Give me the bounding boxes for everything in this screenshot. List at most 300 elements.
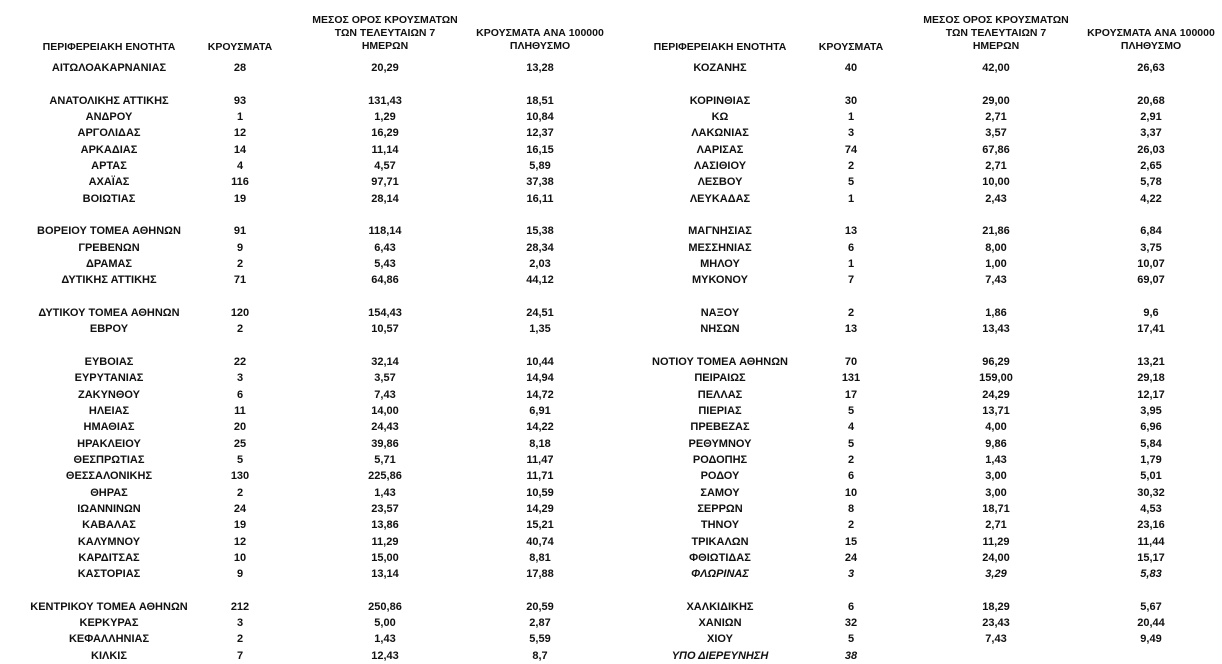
cases-cell: 2 <box>236 257 244 270</box>
rate-cell: 6,84 <box>1140 225 1162 238</box>
cases-cell: 5 <box>236 453 244 466</box>
table-row <box>611 223 1222 239</box>
rate-cell: 12,37 <box>526 127 554 140</box>
rate-cell: 1,79 <box>1140 453 1162 466</box>
cases-cell: 3 <box>236 617 244 630</box>
region-cell: ΠΕΛΛΑΣ <box>697 388 743 401</box>
cases-cell: 24 <box>844 551 858 564</box>
avg-cell: 10,57 <box>371 323 399 336</box>
rate-cell: 44,12 <box>526 274 554 287</box>
avg-cell: 2,71 <box>985 519 1007 532</box>
header-cases <box>190 41 290 54</box>
cases-cell: 13 <box>844 323 858 336</box>
region-cell: ΡΕΘΥΜΝΟΥ <box>688 437 752 450</box>
rate-cell: 2,87 <box>529 617 551 630</box>
region-cell: ΕΒΡΟΥ <box>89 323 129 336</box>
table-row <box>0 354 611 370</box>
header-avg-line3: ΗΜΕΡΩΝ <box>972 40 1020 52</box>
avg-cell: 154,43 <box>368 306 402 319</box>
avg-cell: 4,57 <box>374 159 396 172</box>
header-rate-line1: ΚΡΟΥΣΜΑΤΑ ΑΝΑ 100000 <box>1087 27 1215 39</box>
avg-cell: 11,29 <box>371 535 399 548</box>
cases-cell: 24 <box>233 502 247 515</box>
table-row <box>611 125 1222 141</box>
table-row <box>611 305 1222 321</box>
region-cell: ΑΡΓΟΛΙΔΑΣ <box>77 127 141 140</box>
cases-cell: 6 <box>236 388 244 401</box>
table-row <box>0 93 611 109</box>
cases-cell: 1 <box>236 110 244 123</box>
header-region <box>611 41 829 54</box>
rate-cell: 5,67 <box>1140 600 1162 613</box>
table-row <box>0 599 611 615</box>
header-cases-label: ΚΡΟΥΣΜΑΤΑ <box>818 41 884 53</box>
avg-cell: 9,86 <box>985 437 1007 450</box>
cases-cell: 10 <box>233 551 247 564</box>
table-row <box>0 321 611 337</box>
cases-cell: 11 <box>234 404 246 417</box>
avg-cell: 118,14 <box>368 225 402 238</box>
avg-cell: 1,00 <box>985 257 1007 270</box>
table-row <box>0 191 611 207</box>
table-row <box>611 60 1222 76</box>
region-cell: ΚΙΛΚΙΣ <box>91 649 127 662</box>
rate-cell: 40,74 <box>526 535 554 548</box>
region-cell: ΡΟΔΟΠΗΣ <box>692 453 748 466</box>
table-row <box>611 599 1222 615</box>
avg-cell: 13,86 <box>371 519 399 532</box>
cases-cell: 4 <box>236 159 244 172</box>
cases-cell: 40 <box>844 62 858 74</box>
rate-cell: 29,18 <box>1137 372 1165 385</box>
region-cell: ΘΗΡΑΣ <box>90 486 128 499</box>
cases-cell: 38 <box>844 649 858 662</box>
avg-cell: 64,86 <box>371 274 399 287</box>
region-cell: ΦΛΩΡΙΝΑΣ <box>691 568 749 581</box>
cases-cell: 17 <box>844 388 858 401</box>
cases-cell: 2 <box>236 486 244 499</box>
region-cell: ΔΥΤΙΚΟΥ ΤΟΜΕΑ ΑΘΗΝΩΝ <box>38 306 180 319</box>
region-cell: ΜΥΚΟΝΟΥ <box>691 274 749 287</box>
avg-cell: 2,71 <box>985 159 1007 172</box>
region-cell: ΚΟΖΑΝΗΣ <box>693 62 747 74</box>
avg-cell: 21,86 <box>982 225 1010 238</box>
cases-cell: 3 <box>847 568 855 581</box>
avg-cell: 15,00 <box>371 551 399 564</box>
avg-cell: 14,00 <box>371 404 399 417</box>
cases-cell: 13 <box>844 225 858 238</box>
region-cell: ΚΑΛΥΜΝΟΥ <box>77 535 141 548</box>
cases-cell: 19 <box>233 192 247 205</box>
header-rate-line1: ΚΡΟΥΣΜΑΤΑ ΑΝΑ 100000 <box>476 27 604 39</box>
cases-cell: 71 <box>233 274 247 287</box>
table-row <box>0 109 611 125</box>
region-cell: ΕΥΒΟΙΑΣ <box>84 355 134 368</box>
table-row <box>0 305 611 321</box>
header-avg-line3: ΗΜΕΡΩΝ <box>361 40 409 52</box>
cases-cell: 212 <box>230 600 250 613</box>
header-region <box>0 41 218 54</box>
region-cell: ΣΑΜΟΥ <box>700 486 740 499</box>
left-rows <box>0 60 611 664</box>
rate-cell: 2,65 <box>1140 159 1162 172</box>
cases-cell: 12 <box>233 535 247 548</box>
avg-cell: 42,00 <box>982 62 1010 74</box>
avg-cell: 8,00 <box>985 241 1007 254</box>
region-cell: ΚΑΡΔΙΤΣΑΣ <box>78 551 140 564</box>
cases-cell: 93 <box>233 94 247 107</box>
rate-cell: 5,84 <box>1140 437 1162 450</box>
region-cell: ΑΡΤΑΣ <box>91 159 127 172</box>
rate-cell: 69,07 <box>1137 274 1165 287</box>
cases-cell: 7 <box>236 649 244 662</box>
avg-cell: 3,00 <box>985 470 1007 483</box>
avg-cell: 96,29 <box>982 355 1010 368</box>
rate-cell: 5,59 <box>529 633 551 646</box>
rate-cell: 14,22 <box>526 421 554 434</box>
rate-cell: 15,17 <box>1137 551 1165 564</box>
table-row <box>611 256 1222 272</box>
rate-cell: 15,21 <box>526 519 554 532</box>
table-row <box>611 240 1222 256</box>
region-cell: ΠΙΕΡΙΑΣ <box>698 404 742 417</box>
region-cell: ΔΡΑΜΑΣ <box>85 257 133 270</box>
header-rate-line2: ΠΛΗΘΥΣΜΟ <box>509 40 571 52</box>
avg-cell: 13,71 <box>982 404 1010 417</box>
avg-cell: 6,43 <box>374 241 396 254</box>
region-cell: ΙΩΑΝΝΙΝΩΝ <box>77 502 141 515</box>
table-row <box>0 534 611 550</box>
avg-cell: 11,29 <box>982 535 1010 548</box>
avg-cell: 2,43 <box>985 192 1007 205</box>
table-row <box>611 272 1222 288</box>
table-row <box>0 648 611 664</box>
cases-cell: 28 <box>233 62 247 74</box>
header-avg-line2: ΤΩΝ ΤΕΛΕΥΤΑΙΩΝ 7 <box>945 27 1047 39</box>
cases-cell: 15 <box>844 535 858 548</box>
rate-cell: 2,91 <box>1140 110 1162 123</box>
table-row <box>0 403 611 419</box>
table-row <box>611 550 1222 566</box>
header-avg-line2: ΤΩΝ ΤΕΛΕΥΤΑΙΩΝ 7 <box>334 27 436 39</box>
table-row <box>611 403 1222 419</box>
table-row <box>0 631 611 647</box>
region-cell: ΑΙΤΩΛΟΑΚΑΡΝΑΝΙΑΣ <box>51 62 167 74</box>
cases-cell: 3 <box>847 127 855 140</box>
cases-cell: 7 <box>847 274 855 287</box>
cases-cell: 74 <box>844 143 858 156</box>
avg-cell: 4,00 <box>985 421 1007 434</box>
avg-cell: 24,29 <box>982 388 1010 401</box>
table-row <box>0 370 611 386</box>
rate-cell: 1,35 <box>529 323 551 336</box>
rate-cell: 3,95 <box>1140 404 1162 417</box>
avg-cell: 23,57 <box>371 502 399 515</box>
header-region-label: ΠΕΡΙΦΕΡΕΙΑΚΗ ΕΝΟΤΗΤΑ <box>653 41 787 53</box>
rate-cell: 37,38 <box>526 176 554 189</box>
table-row <box>0 436 611 452</box>
avg-cell: 5,71 <box>374 453 396 466</box>
avg-cell: 18,29 <box>982 600 1010 613</box>
rate-cell: 15,38 <box>526 225 554 238</box>
cases-cell: 12 <box>233 127 247 140</box>
rate-cell: 14,72 <box>526 388 554 401</box>
cases-cell: 8 <box>847 502 855 515</box>
table-row <box>611 485 1222 501</box>
rate-cell: 10,84 <box>526 110 554 123</box>
cases-cell: 9 <box>236 241 244 254</box>
table-row <box>611 158 1222 174</box>
avg-cell: 3,00 <box>985 486 1007 499</box>
avg-cell: 1,43 <box>374 633 396 646</box>
table-row <box>0 158 611 174</box>
region-cell: ΑΝΑΤΟΛΙΚΗΣ ΑΤΤΙΚΗΣ <box>49 94 169 107</box>
cases-cell: 20 <box>233 421 247 434</box>
rate-cell: 20,59 <box>526 600 554 613</box>
avg-cell: 24,43 <box>371 421 399 434</box>
region-cell: ΒΟΙΩΤΙΑΣ <box>82 192 136 205</box>
rate-cell: 11,71 <box>526 470 554 483</box>
cases-cell: 91 <box>233 225 247 238</box>
region-cell: ΚΕΝΤΡΙΚΟΥ ΤΟΜΕΑ ΑΘΗΝΩΝ <box>30 600 188 613</box>
cases-cell: 5 <box>847 633 855 646</box>
avg-cell: 13,14 <box>371 568 399 581</box>
cases-cell: 5 <box>847 404 855 417</box>
table-row <box>611 142 1222 158</box>
header-avg <box>911 14 1081 53</box>
rate-cell: 16,11 <box>526 192 554 205</box>
table-row <box>611 517 1222 533</box>
avg-cell: 5,00 <box>374 617 396 630</box>
avg-cell: 29,00 <box>982 94 1010 107</box>
right-rows <box>611 60 1222 664</box>
region-cell: ΜΑΓΝΗΣΙΑΣ <box>688 225 752 238</box>
rate-cell: 6,91 <box>529 404 551 417</box>
region-cell: ΤΡΙΚΑΛΩΝ <box>691 535 749 548</box>
avg-cell: 16,29 <box>371 127 399 140</box>
region-cell: ΗΜΑΘΙΑΣ <box>83 421 135 434</box>
avg-cell: 24,00 <box>982 551 1010 564</box>
cases-cell: 30 <box>844 94 858 107</box>
avg-cell: 131,43 <box>368 94 402 107</box>
table-row <box>611 468 1222 484</box>
table-row <box>611 452 1222 468</box>
region-cell: ΘΕΣΠΡΩΤΙΑΣ <box>73 453 145 466</box>
cases-cell: 25 <box>233 437 247 450</box>
avg-cell: 1,86 <box>985 306 1007 319</box>
table-row <box>0 501 611 517</box>
header-avg-line1: ΜΕΣΟΣ ΟΡΟΣ ΚΡΟΥΣΜΑΤΩΝ <box>923 14 1069 26</box>
cases-cell: 22 <box>233 355 247 368</box>
cases-cell: 6 <box>847 600 855 613</box>
rate-cell: 16,15 <box>526 143 554 156</box>
rate-cell: 28,34 <box>526 241 554 254</box>
table-row <box>0 468 611 484</box>
avg-cell: 7,43 <box>985 633 1007 646</box>
rate-cell: 6,96 <box>1140 421 1162 434</box>
avg-cell: 7,43 <box>374 388 396 401</box>
avg-cell: 7,43 <box>985 274 1007 287</box>
region-cell: ΛΑΚΩΝΙΑΣ <box>691 127 749 140</box>
cases-cell: 2 <box>847 159 855 172</box>
avg-cell: 67,86 <box>982 143 1010 156</box>
region-cell: ΔΥΤΙΚΗΣ ΑΤΤΙΚΗΣ <box>61 274 157 287</box>
rate-cell: 20,68 <box>1137 94 1165 107</box>
header-rate <box>460 27 620 53</box>
region-cell: ΖΑΚΥΝΘΟΥ <box>77 388 141 401</box>
region-cell: ΛΕΥΚΑΔΑΣ <box>689 192 751 205</box>
left-table <box>0 0 611 662</box>
rate-cell: 26,63 <box>1137 62 1165 74</box>
header-region-label: ΠΕΡΙΦΕΡΕΙΑΚΗ ΕΝΟΤΗΤΑ <box>42 41 176 53</box>
region-cell: ΧΙΟΥ <box>707 633 733 646</box>
rate-cell: 10,07 <box>1137 257 1165 270</box>
region-cell: ΜΕΣΣΗΝΙΑΣ <box>688 241 752 254</box>
region-cell: ΑΝΔΡΟΥ <box>85 110 133 123</box>
table-row <box>0 174 611 190</box>
avg-cell: 3,57 <box>985 127 1007 140</box>
table-row <box>611 631 1222 647</box>
table-row <box>611 191 1222 207</box>
avg-cell: 1,29 <box>374 110 396 123</box>
table-row <box>0 60 611 76</box>
cases-cell: 116 <box>231 176 249 189</box>
region-cell: ΕΥΡΥΤΑΝΙΑΣ <box>74 372 144 385</box>
rate-cell: 9,6 <box>1143 306 1159 319</box>
header-avg <box>300 14 470 53</box>
rate-cell: 26,03 <box>1137 143 1165 156</box>
avg-cell: 10,00 <box>982 176 1010 189</box>
table-row <box>0 223 611 239</box>
table-row <box>611 566 1222 582</box>
cases-cell: 14 <box>233 143 247 156</box>
region-cell: ΘΕΣΣΑΛΟΝΙΚΗΣ <box>65 470 153 483</box>
rate-cell: 3,37 <box>1140 127 1162 140</box>
region-cell: ΚΟΡΙΝΘΙΑΣ <box>689 94 751 107</box>
region-cell: ΝΗΣΩΝ <box>700 323 740 336</box>
avg-cell: 18,71 <box>982 502 1010 515</box>
table-row <box>611 109 1222 125</box>
rate-cell: 5,89 <box>529 159 551 172</box>
cases-cell: 2 <box>847 519 855 532</box>
rate-cell: 17,88 <box>526 568 554 581</box>
table-row <box>611 534 1222 550</box>
rate-cell: 11,47 <box>526 453 554 466</box>
region-cell: ΝΑΞΟΥ <box>700 306 740 319</box>
rate-cell: 8,18 <box>529 437 551 450</box>
cases-cell: 32 <box>844 617 858 630</box>
avg-cell: 1,43 <box>985 453 1007 466</box>
region-cell: ΧΑΛΚΙΔΙΚΗΣ <box>686 600 754 613</box>
table-row <box>611 370 1222 386</box>
header-cases <box>801 41 901 54</box>
table-row <box>0 615 611 631</box>
header-cases-label: ΚΡΟΥΣΜΑΤΑ <box>207 41 273 53</box>
region-cell: ΚΑΣΤΟΡΙΑΣ <box>77 568 141 581</box>
cases-cell: 5 <box>847 437 855 450</box>
avg-cell: 159,00 <box>979 372 1013 385</box>
rate-cell: 18,51 <box>526 94 554 107</box>
region-cell: ΤΗΝΟΥ <box>700 519 740 532</box>
rate-cell: 23,16 <box>1137 519 1165 532</box>
region-cell: ΚΩ <box>711 110 729 123</box>
right-table <box>611 0 1222 662</box>
avg-cell: 5,43 <box>374 257 396 270</box>
cases-cell: 1 <box>847 110 855 123</box>
avg-cell: 12,43 <box>371 649 399 662</box>
region-cell: ΠΡΕΒΕΖΑΣ <box>690 421 750 434</box>
header-rate <box>1071 27 1222 53</box>
table-row <box>0 566 611 582</box>
rate-cell: 2,03 <box>529 257 551 270</box>
avg-cell: 250,86 <box>368 600 402 613</box>
cases-cell: 10 <box>844 486 858 499</box>
table-row <box>0 256 611 272</box>
cases-cell: 4 <box>847 421 855 434</box>
avg-cell: 3,57 <box>374 372 396 385</box>
region-cell: ΚΕΡΚΥΡΑΣ <box>79 617 139 630</box>
region-cell: ΠΕΙΡΑΙΩΣ <box>694 372 746 385</box>
region-cell: ΑΧΑΪΑΣ <box>88 176 130 189</box>
table-row <box>0 419 611 435</box>
rate-cell: 4,53 <box>1140 502 1162 515</box>
rate-cell: 5,01 <box>1140 470 1162 483</box>
region-cell: ΒΟΡΕΙΟΥ ΤΟΜΕΑ ΑΘΗΝΩΝ <box>37 225 181 238</box>
avg-cell: 20,29 <box>371 62 399 74</box>
region-cell: ΧΑΝΙΩΝ <box>698 617 742 630</box>
avg-cell: 23,43 <box>982 617 1010 630</box>
table-row <box>0 517 611 533</box>
table-row <box>611 387 1222 403</box>
avg-cell: 39,86 <box>371 437 399 450</box>
region-cell: ΗΛΕΙΑΣ <box>88 404 130 417</box>
region-cell: ΦΘΙΩΤΙΔΑΣ <box>689 551 751 564</box>
table-row <box>0 550 611 566</box>
cases-cell: 6 <box>847 241 855 254</box>
region-cell: ΥΠΟ ΔΙΕΡΕΥΝΗΣΗ <box>671 649 769 662</box>
cases-cell: 3 <box>236 372 244 385</box>
rate-cell: 8,7 <box>532 649 548 662</box>
region-cell: ΝΟΤΙΟΥ ΤΟΜΕΑ ΑΘΗΝΩΝ <box>652 355 788 368</box>
table-row <box>611 174 1222 190</box>
table-row <box>0 452 611 468</box>
cases-cell: 1 <box>847 257 855 270</box>
table-row <box>0 125 611 141</box>
region-cell: ΑΡΚΑΔΙΑΣ <box>80 143 138 156</box>
cases-cell: 131 <box>841 372 861 385</box>
rate-cell: 8,81 <box>529 551 551 564</box>
region-cell: ΣΕΡΡΩΝ <box>697 502 743 515</box>
cases-cell: 1 <box>847 192 855 205</box>
rate-cell: 24,51 <box>526 306 554 319</box>
header-avg-line1: ΜΕΣΟΣ ΟΡΟΣ ΚΡΟΥΣΜΑΤΩΝ <box>312 14 458 26</box>
table-row <box>0 240 611 256</box>
rate-cell: 20,44 <box>1137 617 1165 630</box>
table-row <box>0 387 611 403</box>
rate-cell: 14,29 <box>526 502 554 515</box>
rate-cell: 13,28 <box>526 62 554 74</box>
rate-cell: 30,32 <box>1137 486 1165 499</box>
rate-cell: 10,59 <box>526 486 554 499</box>
rate-cell: 17,41 <box>1137 323 1165 336</box>
region-cell: ΗΡΑΚΛΕΙΟΥ <box>77 437 141 450</box>
region-cell: ΛΑΣΙΘΙΟΥ <box>693 159 747 172</box>
rate-cell: 4,22 <box>1140 192 1162 205</box>
rate-cell: 14,94 <box>526 372 554 385</box>
region-cell: ΜΗΛΟΥ <box>700 257 740 270</box>
avg-cell: 2,71 <box>985 110 1007 123</box>
table-row <box>611 419 1222 435</box>
